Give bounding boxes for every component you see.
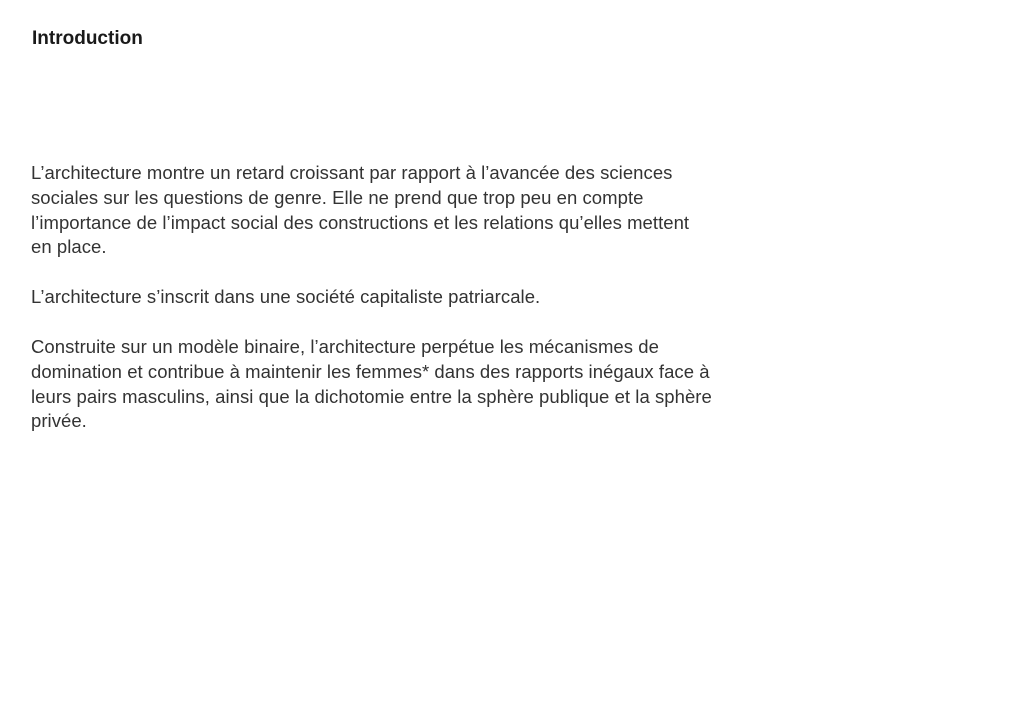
paragraph-line: leurs pairs masculins, ainsi que la dichotomie entre la sphère publique et la sphère [31, 385, 712, 407]
paragraph-line: domination et contribue à maintenir les femmes* dans des rapports inégaux face à [31, 360, 710, 382]
paragraph-line: L’architecture s’inscrit dans une société capitaliste patriarcale. [31, 286, 541, 308]
paragraph-2 [31, 285, 811, 310]
paragraph-line: L’architecture montre un retard croissant par rapport à l’avancée des sciences [31, 162, 673, 183]
paragraph-line: sociales sur les questions de genre. Elle ne prend que trop peu en compte [31, 186, 644, 208]
paragraph-line: l’importance de l’impact social des constructions et les relations qu’elles mettent [31, 211, 690, 233]
paragraph-1 [31, 161, 811, 260]
paragraph-line: Construite sur un modèle binaire, l’architecture perpétue les mécanismes de [31, 335, 659, 357]
section-heading: Introduction [32, 28, 143, 49]
paragraph-line: en place. [31, 236, 107, 258]
paragraph-3 [31, 335, 811, 434]
body-text [31, 161, 811, 459]
paragraph-line: privée. [31, 410, 87, 432]
